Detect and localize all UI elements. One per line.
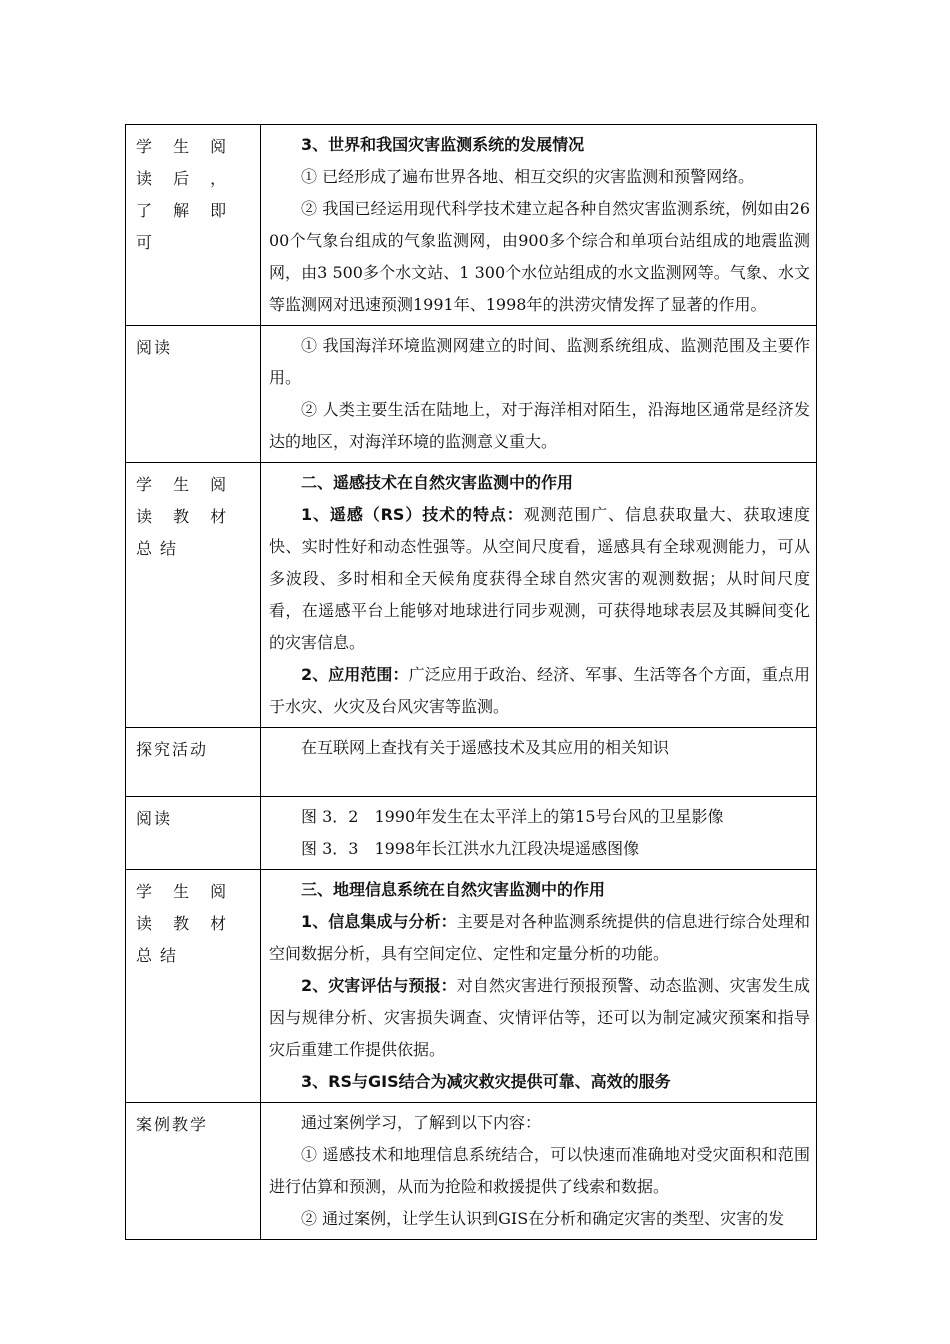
row-content-cell xyxy=(261,1103,817,1240)
section-heading: 3、RS与GIS结合为减灾救灾提供可靠、高效的服务 xyxy=(301,1072,671,1091)
paragraph-lead: 1、遥感（RS）技术的特点： xyxy=(301,505,524,524)
row-label-cell xyxy=(126,326,261,463)
row-content-cell xyxy=(261,728,817,797)
paragraph: ② 人类主要生活在陆地上，对于海洋相对陌生，沿海地区通常是经济发达的地区，对海洋环境的监测意义重大。 xyxy=(269,400,810,451)
row-label: 阅读 xyxy=(136,338,173,357)
paragraph-lead: 2、应用范围： xyxy=(301,665,409,684)
paragraph-lead: 1、信息集成与分析： xyxy=(301,912,457,931)
paragraph: ① 我国海洋环境监测网建立的时间、监测系统组成、监测范围及主要作用。 xyxy=(269,336,810,387)
paragraph xyxy=(269,499,810,659)
section-heading: 三、地理信息系统在自然灾害监测中的作用 xyxy=(301,880,606,899)
row-content-cell xyxy=(261,326,817,463)
row-label: 学 生 阅 读 教 材总结 xyxy=(136,475,235,558)
paragraph: ① 已经形成了遍布世界各地、相互交织的灾害监测和预警网络。 xyxy=(301,167,755,186)
table-row xyxy=(126,463,817,728)
paragraph-text: 主要是对各种监测系统提供的信息进行综合处理和空间数据分析，具有空间定位、定性和定量分析的功能。 xyxy=(269,912,810,963)
table-row xyxy=(126,1103,817,1240)
row-label: 案例教学 xyxy=(136,1115,209,1134)
row-label: 学 生 阅 读 教 材总结 xyxy=(136,882,235,965)
row-label-cell xyxy=(126,870,261,1103)
paragraph-text: 对自然灾害进行预报预警、动态监测、灾害发生成因与规律分析、灾害损失调查、灾情评估等，还可以为制定减灾预案和指导灾后重建工作提供依据。 xyxy=(269,976,810,1059)
row-label-cell xyxy=(126,728,261,797)
row-label-cell xyxy=(126,125,261,326)
paragraph: ① 遥感技术和地理信息系统结合，可以快速而准确地对受灾面积和范围进行估算和预测，从而为抢险和救援提供了线索和数据。 xyxy=(269,1145,810,1196)
figure-caption: 图 3．2 1990年发生在太平洋上的第15号台风的卫星影像 xyxy=(301,807,724,826)
row-label-cell xyxy=(126,463,261,728)
table-row xyxy=(126,870,817,1103)
row-label-cell xyxy=(126,797,261,870)
lesson-table xyxy=(125,124,817,1240)
paragraph-lead: 2、灾害评估与预报： xyxy=(301,976,457,995)
table-row xyxy=(126,326,817,463)
row-label: 探究活动 xyxy=(136,740,209,759)
paragraph-text: 观测范围广、信息获取量大、获取速度快、实时性好和动态性强等。从空间尺度看，遥感具有全球观测能力，可从多波段、多时相和全天候角度获得全球自然灾害的观测数据；从时间尺度看，在遥感平台上能够对地球进行同步观测，可获得地球表层及其瞬间变化的灾害信息。 xyxy=(269,505,810,652)
row-label: 学 生 阅 读 后 ， 了 解 即 可 xyxy=(136,137,235,252)
paragraph: ② 通过案例，让学生认识到GIS在分析和确定灾害的类型、灾害的发 xyxy=(301,1209,785,1228)
row-label-cell xyxy=(126,1103,261,1240)
paragraph: 通过案例学习，了解到以下内容： xyxy=(301,1113,542,1132)
paragraph-text: 广泛应用于政治、经济、军事、生活等各个方面，重点用于水灾、火灾及台风灾害等监测。 xyxy=(269,665,810,716)
table-row xyxy=(126,728,817,797)
row-content-cell xyxy=(261,870,817,1103)
section-heading: 二、遥感技术在自然灾害监测中的作用 xyxy=(301,473,574,492)
figure-caption: 图 3．3 1998年长江洪水九江段决堤遥感图像 xyxy=(301,839,640,858)
row-content-cell xyxy=(261,125,817,326)
paragraph xyxy=(269,970,810,1066)
row-label: 阅读 xyxy=(136,809,173,828)
paragraph: 在互联网上查找有关于遥感技术及其应用的相关知识 xyxy=(301,738,670,757)
section-heading: 3、世界和我国灾害监测系统的发展情况 xyxy=(301,135,585,154)
row-content-cell xyxy=(261,797,817,870)
paragraph xyxy=(269,659,810,723)
table-row xyxy=(126,797,817,870)
table-row xyxy=(126,125,817,326)
row-content-cell xyxy=(261,463,817,728)
paragraph xyxy=(269,906,810,970)
paragraph: ② 我国已经运用现代科学技术建立起各种自然灾害监测系统，例如由2600个气象台组成的气象监测网，由900多个综合和单项台站组成的地震监测网，由3 500多个水文站、1 300个水位站组成的水文监测网等。气象、水文等监测网对迅速预测1991年、1998年的洪涝灾情发挥了显著的作用。 xyxy=(269,199,810,314)
